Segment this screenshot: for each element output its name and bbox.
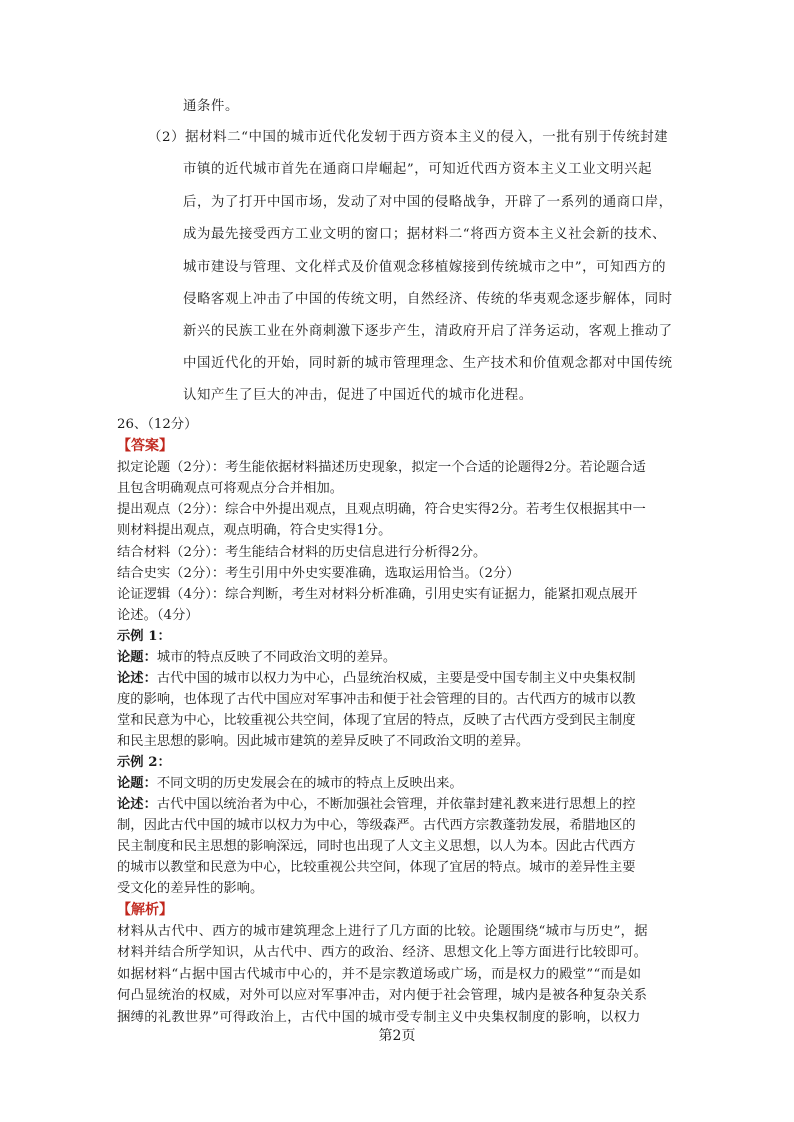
example-1-argument-line — [117, 669, 636, 689]
example-2-argument-line — [117, 795, 636, 815]
question-26-header: 26、（12分） — [117, 417, 198, 432]
analysis-line: 捆缚的礼教世界”可得政治上，古代中国的城市受专制主义中央集权制度的影响，以权力 — [117, 1010, 641, 1025]
criteria-line: 论述。（4分） — [117, 608, 199, 623]
example-1-argument-line: 和民主思想的影响。因此城市建筑的差异反映了不同政治文明的差异。 — [117, 734, 530, 749]
part2-line: 后，为了打开中国市场，发动了对中国的侵略战争，开辟了一系列的通商口岸， — [183, 195, 673, 210]
analysis-line: 材料从古代中、西方的城市建筑理念上进行了几方面的比较。论题围绕“城市与历史”，据 — [117, 924, 648, 939]
part2-line: 新兴的民族工业在外商刺激下逐步产生，清政府开启了洋务运动，客观上推动了 — [183, 324, 673, 339]
example-2-label: 示例 2： — [117, 755, 171, 770]
criteria-line: 结合材料（2分）：考生能结合材料的历史信息进行分析得2分。 — [117, 545, 487, 560]
part2-line: 成为最先接受西方工业文明的窗口；据材料二“将西方资本主义社会新的技术、 — [183, 227, 667, 242]
analysis-tag: 【解析】 — [117, 902, 173, 918]
topic-text: 城市的特点反映了不同政治文明的差异。 — [156, 650, 397, 665]
part2-line: 中国近代化的开始，同时新的城市管理理念、生产技术和价值观念都对中国传统 — [183, 356, 673, 371]
example-1-label: 示例 1： — [117, 629, 171, 644]
example-2-argument-line: 民主制度和民主思想的影响深远，同时也出现了人文主义思想，以人为本。因此古代西方 — [117, 839, 636, 854]
topic-label: 论题： — [117, 776, 157, 791]
analysis-line: 材料并结合所学知识，从古代中、西方的政治、经济、思想文化上等方面进行比较即可。 — [117, 945, 648, 960]
argument-text: 古代中国以统治者为中心，不断加强社会管理，并依靠封建礼教来进行思想上的控 — [156, 797, 636, 812]
criteria-line: 则材料提出观点，观点明确，符合史实得1分。 — [117, 523, 392, 538]
argument-text: 古代中国的城市以权力为中心，凸显统治权威，主要是受中国专制主义中央集权制 — [156, 671, 636, 686]
example-1-argument-line: 度的影响，也体现了古代中国应对军事冲击和便于社会管理的目的。古代西方的城市以教 — [117, 692, 636, 707]
example-2-argument-line: 制，因此古代中国的城市以权力为中心，等级森严。古代西方宗教蓬勃发展，希腊地区的 — [117, 818, 636, 833]
example-2-topic — [117, 774, 463, 794]
answer-tag: 【答案】 — [117, 438, 173, 454]
analysis-line: 如据材料“占据中国古代城市中心的，并不是宗教道场或广场，而是权力的殿堂”“而是如 — [117, 967, 642, 982]
part2-line: 城市建设与管理、文化样式及价值观念移植嫁接到传统城市之中”，可知西方的 — [183, 260, 667, 275]
criteria-line: 提出观点（2分）：综合中外提出观点，且观点明确，符合史实得2分。若考生仅根据其中一 — [117, 502, 646, 517]
criteria-line: 结合史实（2分）：考生引用中外史实要准确，选取运用恰当。（2分） — [117, 566, 520, 581]
continuation-text: 通条件。 — [183, 99, 239, 114]
part2-line: 市镇的近代城市首先在通商口岸崛起”，可知近代西方资本主义工业文明兴起 — [183, 162, 653, 177]
argument-label: 论述： — [117, 671, 157, 686]
criteria-line: 论证逻辑（4分）：综合判断，考生对材料分析准确，引用史实有证据力，能紧扣观点展开 — [117, 587, 638, 602]
example-1-argument-line: 堂和民意为中心，比较重视公共空间，体现了宜居的特点，反映了古代西方受到民主制度 — [117, 713, 636, 728]
topic-label: 论题： — [117, 650, 157, 665]
part2-line: 侵略客观上冲击了中国的传统文明，自然经济、传统的华夷观念逐步解体，同时 — [183, 292, 673, 307]
criteria-line: 拟定论题（2分）：考生能依据材料描述历史现象，拟定一个合适的论题得2分。若论题合适 — [117, 460, 646, 475]
argument-label: 论述： — [117, 797, 157, 812]
analysis-line: 何凸显统治的权威，对外可以应对军事冲击，对内便于社会管理，城内是被各种复杂关系 — [117, 988, 648, 1003]
part2-line: 认知产生了巨大的冲击，促进了中国近代的城市化进程。 — [183, 388, 533, 403]
example-2-argument-line: 的城市以教堂和民意为中心，比较重视公共空间，体现了宜居的特点。城市的差异性主要 — [117, 860, 636, 875]
example-1-topic — [117, 648, 396, 668]
page-number: 第2页 — [378, 1028, 416, 1044]
topic-text: 不同文明的历史发展会在的城市的特点上反映出来。 — [156, 776, 463, 791]
part2-line: （2）据材料二“中国的城市近代化发轫于西方资本主义的侵入，一批有别于传统封建 — [148, 130, 669, 145]
example-2-argument-line: 受文化的差异性的影响。 — [117, 881, 264, 896]
criteria-line: 且包含明确观点可将观点分合并相加。 — [117, 481, 344, 496]
